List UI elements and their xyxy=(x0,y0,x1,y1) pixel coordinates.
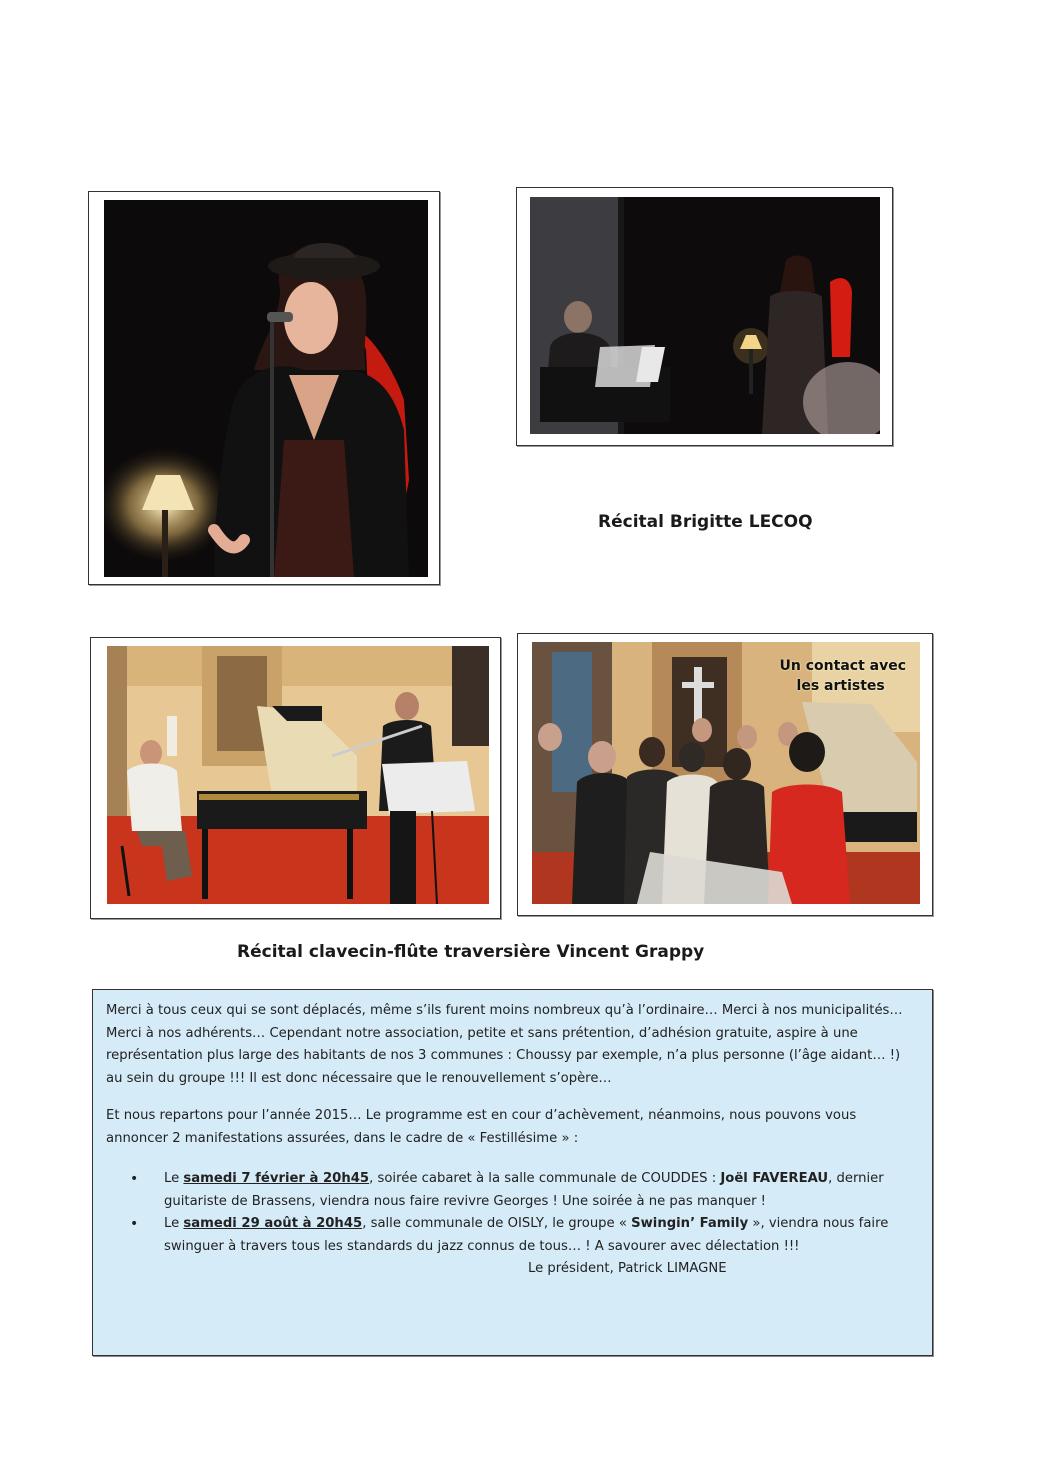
photo-singer-piano xyxy=(530,197,880,434)
event-description: », viendra nous faire swinguer à travers tous les standards du jazz connus de tous… ! A savourer avec délectation !!! xyxy=(164,1216,889,1254)
event-detail: , salle communale de OISLY, le groupe « xyxy=(362,1216,632,1231)
harpsichord-flute-duo-image xyxy=(107,646,489,904)
signature: Le président, Patrick LIMAGNE xyxy=(528,1261,727,1276)
caption-recital-grappy: Récital clavecin-flûte traversière Vincent Grappy xyxy=(237,942,705,962)
event-prefix: Le xyxy=(164,1216,184,1231)
announcement-box xyxy=(92,989,933,1356)
event-detail: , soirée cabaret à la salle communale de COUDDES : xyxy=(369,1171,721,1186)
overlay-line-1: Un contact avec xyxy=(779,658,906,674)
event-item-oisly xyxy=(164,1213,918,1258)
event-group: Swingin’ Family xyxy=(631,1216,749,1231)
caption-recital-lecoq: Récital Brigitte LECOQ xyxy=(598,512,813,532)
thanks-paragraph: Merci à tous ceux qui se sont déplacés, même s’ils furent moins nombreux qu’à l’ordinaire… Merci à nos municipalités… Merci à nos adhérents… Cependant notre association, petite et sans prétention, d’adhésion gratuite, aspire à une représentation plus large des habitants de nos 3 communes : Choussy par exemple, n’a plus personne (l’âge aidant… !) au sein du groupe !!! Il est donc nécessaire que le renouvellement s’opère… xyxy=(106,1003,903,1086)
photo-frame-singer xyxy=(88,191,440,585)
event-prefix: Le xyxy=(164,1171,184,1186)
singer-portrait-image xyxy=(104,200,428,577)
event-item-couddes xyxy=(164,1168,918,1213)
program-paragraph: Et nous repartons pour l’année 2015… Le programme est en cour d’achèvement, néanmoins, nous pouvons vous annoncer 2 manifestations assurées, dans le cadre de « Festillésime » : xyxy=(106,1108,857,1146)
photo-audience-contact xyxy=(532,642,920,904)
overlay-line-2: les artistes xyxy=(796,678,885,694)
photo-singer-closeup xyxy=(104,200,428,577)
event-description: , dernier guitariste de Brassens, viendra nous faire revivre Georges ! Une soirée à ne pas manquer ! xyxy=(164,1171,884,1209)
photo-frame-singer-piano xyxy=(516,187,893,446)
photo-frame-audience xyxy=(517,633,933,916)
photo-harpsichord-flute xyxy=(107,646,489,904)
events-list xyxy=(106,1168,918,1258)
photo-frame-harpsichord xyxy=(90,637,501,919)
overlay-contact-text xyxy=(780,656,906,696)
singer-with-pianist-image xyxy=(530,197,880,434)
event-artist: Joël FAVEREAU xyxy=(720,1171,829,1186)
event-date: samedi 7 février à 20h45 xyxy=(183,1171,370,1186)
event-date: samedi 29 août à 20h45 xyxy=(183,1216,363,1231)
